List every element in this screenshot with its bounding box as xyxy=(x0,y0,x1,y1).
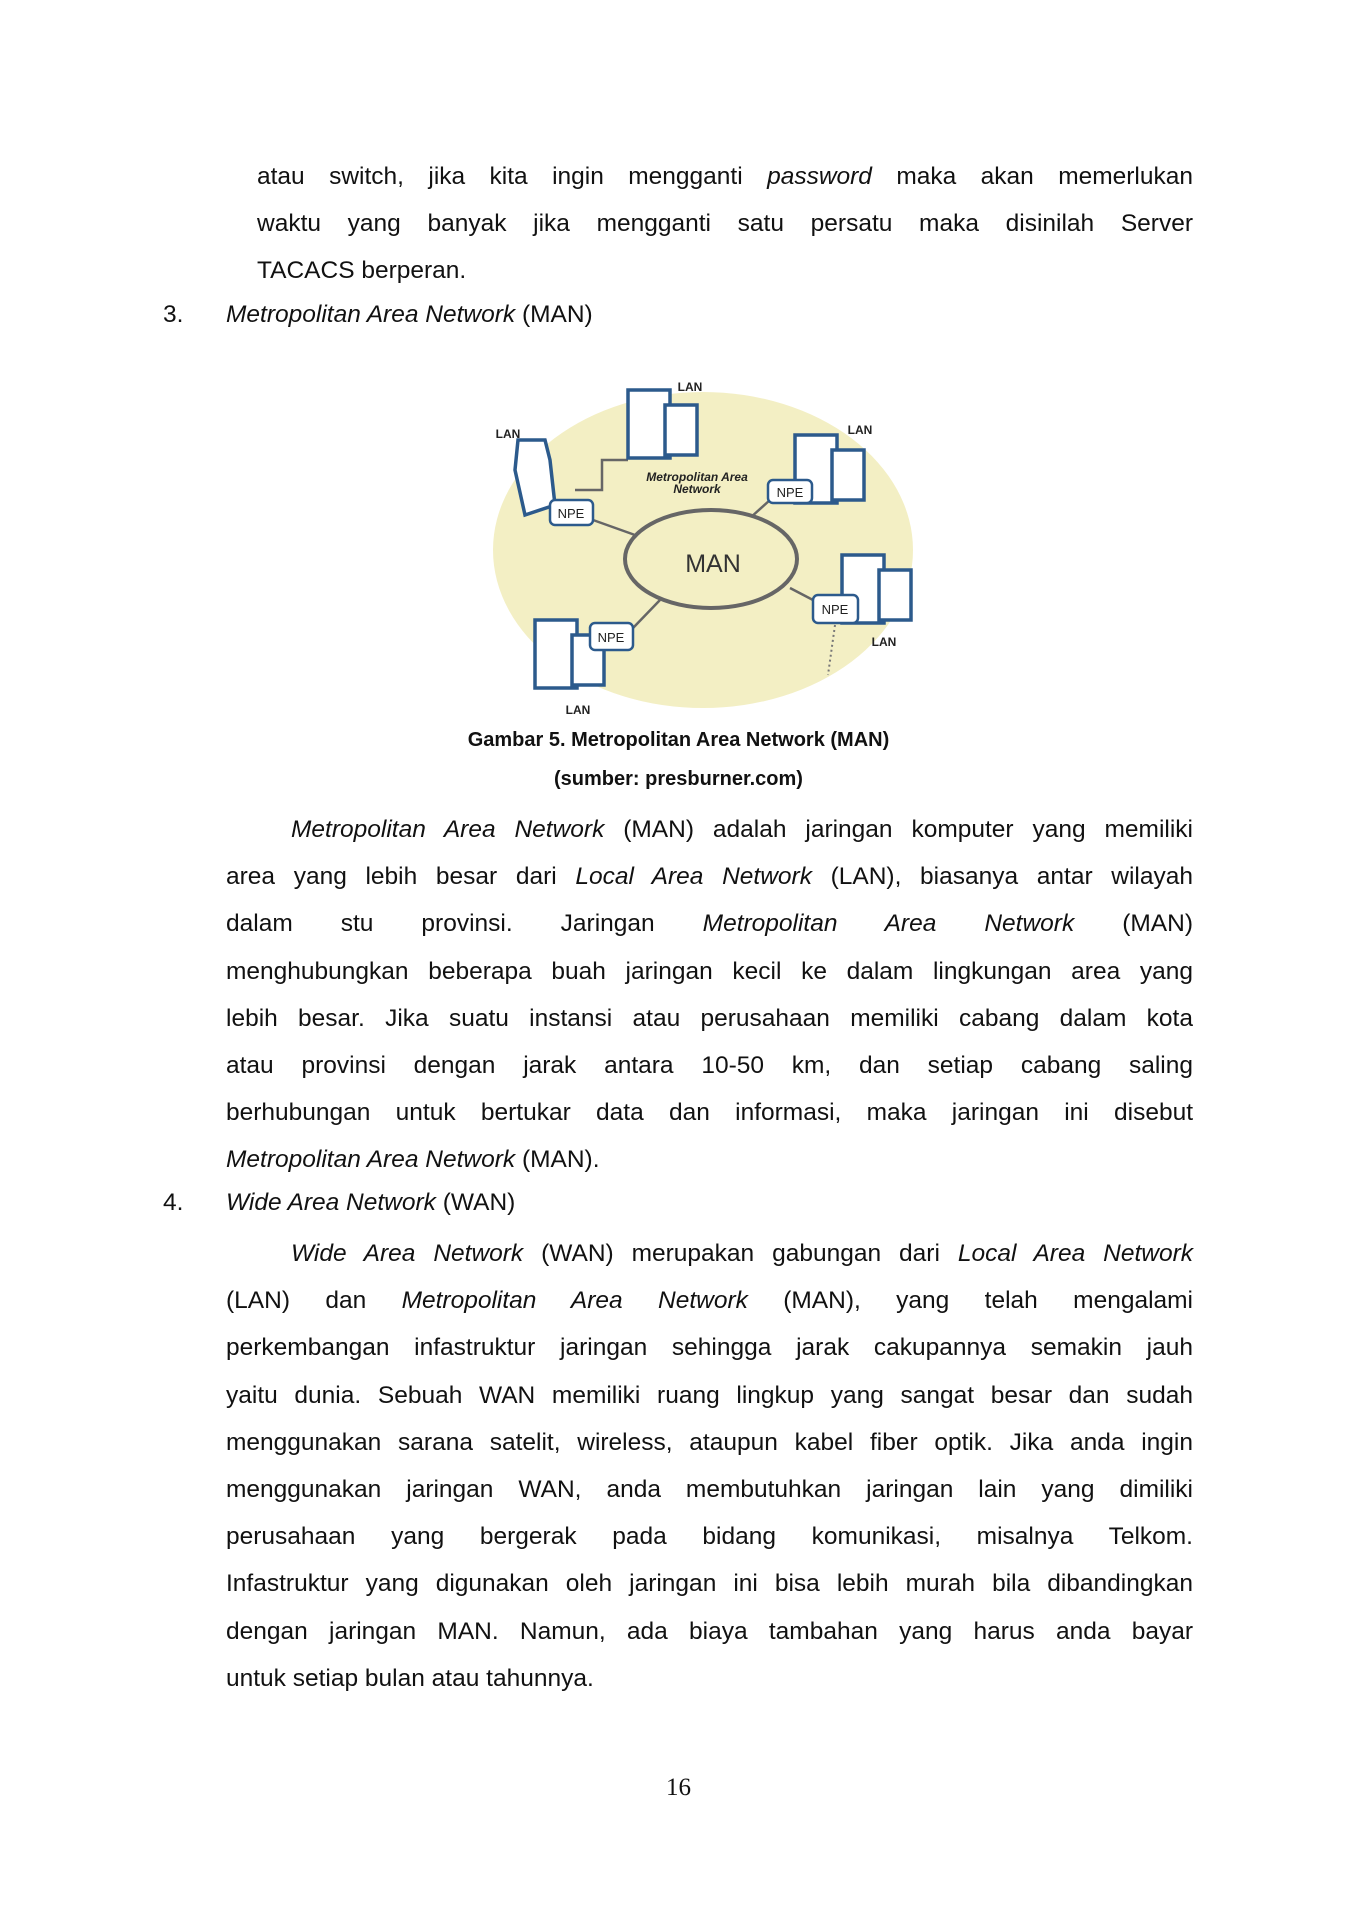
text-segment: (WAN) merupakan gabungan dari xyxy=(523,1240,958,1267)
text-segment: dalam stu provinsi. Jaringan xyxy=(226,910,703,938)
text-segment: menggunakan sarana satelit, wireless, ataupun kabel fiber optik. Jika anda ingin xyxy=(226,1428,1193,1456)
text-line xyxy=(226,1042,1193,1089)
text-line xyxy=(226,948,1193,995)
text-segment: untuk setiap bulan atau tahunnya. xyxy=(226,1664,594,1692)
lan-label: LAN xyxy=(565,703,591,717)
text-line xyxy=(226,995,1193,1042)
text-segment: (MAN), yang telah mengalami xyxy=(747,1287,1193,1315)
text-line xyxy=(226,1655,1193,1702)
italic-term: Local Area Network xyxy=(575,863,812,891)
figure-source: (sumber: presburner.com) xyxy=(554,768,803,790)
npe-label: NPE xyxy=(821,602,849,617)
lan-label: LAN xyxy=(677,380,703,394)
diagram-caption: Network xyxy=(673,482,721,496)
text-line xyxy=(226,1419,1193,1466)
text-line xyxy=(226,1560,1193,1607)
text-segment: (MAN) xyxy=(1074,910,1193,938)
text-segment: waktu yang banyak jika mengganti satu persatu maka disinilah Server xyxy=(257,210,1193,238)
text-segment: Infastruktur yang digunakan oleh jaringan ini bisa lebih murah bila dibandingkan xyxy=(226,1570,1193,1598)
heading-suffix: (WAN) xyxy=(435,1189,516,1216)
text-segment: atau provinsi dengan jarak antara 10-50 km, dan setiap cabang saling xyxy=(226,1052,1193,1080)
heading-title: Metropolitan Area Network xyxy=(226,301,516,328)
text-segment: menggunakan jaringan WAN, anda membutuhkan jaringan lain yang dimiliki xyxy=(226,1476,1193,1504)
text-segment: TACACS berperan. xyxy=(257,257,467,285)
text-segment: perusahaan yang bergerak pada bidang komunikasi, misalnya Telkom. xyxy=(226,1523,1193,1551)
text-segment: maka akan memerlukan xyxy=(871,163,1193,190)
npe-label: NPE xyxy=(776,485,804,500)
npe-label: NPE xyxy=(557,506,585,521)
text-line xyxy=(226,900,1193,947)
text-line xyxy=(226,1277,1193,1324)
text-line xyxy=(226,1324,1193,1371)
text-segment: atau switch, jika kita ingin mengganti xyxy=(257,163,768,190)
page-number: 16 xyxy=(666,1774,691,1801)
heading-title: Wide Area Network xyxy=(226,1189,436,1216)
text-segment: (LAN), biasanya antar wilayah xyxy=(811,863,1193,891)
italic-term: Metropolitan Area Network xyxy=(226,1146,516,1174)
diagram-caption: Metropolitan Area xyxy=(646,470,748,484)
text-segment: (MAN) adalah jaringan komputer yang memiliki xyxy=(604,816,1193,843)
text-line xyxy=(226,853,1193,900)
lan-label: LAN xyxy=(847,423,873,437)
man-label: MAN xyxy=(685,550,741,578)
text-line xyxy=(226,1230,1193,1277)
paragraph-man xyxy=(226,806,1193,1184)
text-segment: dengan jaringan MAN. Namun, ada biaya tambahan yang harus anda bayar xyxy=(226,1617,1193,1645)
italic-term: Metropolitan Area Network xyxy=(401,1287,748,1315)
heading-suffix: (MAN) xyxy=(515,301,593,328)
list-number-4: 4. xyxy=(163,1189,184,1216)
italic-term: Local Area Network xyxy=(957,1240,1193,1267)
text-line xyxy=(226,1466,1193,1513)
figure-caption: Gambar 5. Metropolitan Area Network (MAN) xyxy=(467,729,890,751)
italic-term: password xyxy=(767,163,872,190)
man-diagram xyxy=(0,0,1357,730)
text-line xyxy=(226,1608,1193,1655)
text-line xyxy=(226,1089,1193,1136)
text-line xyxy=(226,1136,1193,1183)
list-heading-wan xyxy=(226,1189,515,1217)
italic-term: Metropolitan Area Network xyxy=(291,816,605,843)
text-line xyxy=(226,1372,1193,1419)
lan-label: LAN xyxy=(495,427,521,441)
npe-label: NPE xyxy=(597,630,625,645)
text-line xyxy=(226,806,1193,853)
text-segment: (MAN). xyxy=(515,1146,600,1174)
text-segment: yaitu dunia. Sebuah WAN memiliki ruang lingkup yang sangat besar dan sudah xyxy=(226,1381,1193,1409)
italic-term: Wide Area Network xyxy=(291,1240,524,1267)
italic-term: Metropolitan Area Network xyxy=(702,910,1075,938)
paragraph-wan xyxy=(226,1230,1193,1702)
text-segment: menghubungkan beberapa buah jaringan kecil ke dalam lingkungan area yang xyxy=(226,957,1193,985)
list-number-3: 3. xyxy=(163,301,184,328)
text-segment: (LAN) dan xyxy=(226,1287,402,1315)
text-segment: berhubungan untuk bertukar data dan informasi, maka jaringan ini disebut xyxy=(226,1099,1193,1127)
text-line xyxy=(226,1513,1193,1560)
text-segment: area yang lebih besar dari xyxy=(226,863,576,891)
lan-label: LAN xyxy=(871,635,897,649)
text-segment: lebih besar. Jika suatu instansi atau perusahaan memiliki cabang dalam kota xyxy=(226,1004,1193,1032)
text-segment: perkembangan infastruktur jaringan sehingga jarak cakupannya semakin jauh xyxy=(226,1334,1193,1362)
